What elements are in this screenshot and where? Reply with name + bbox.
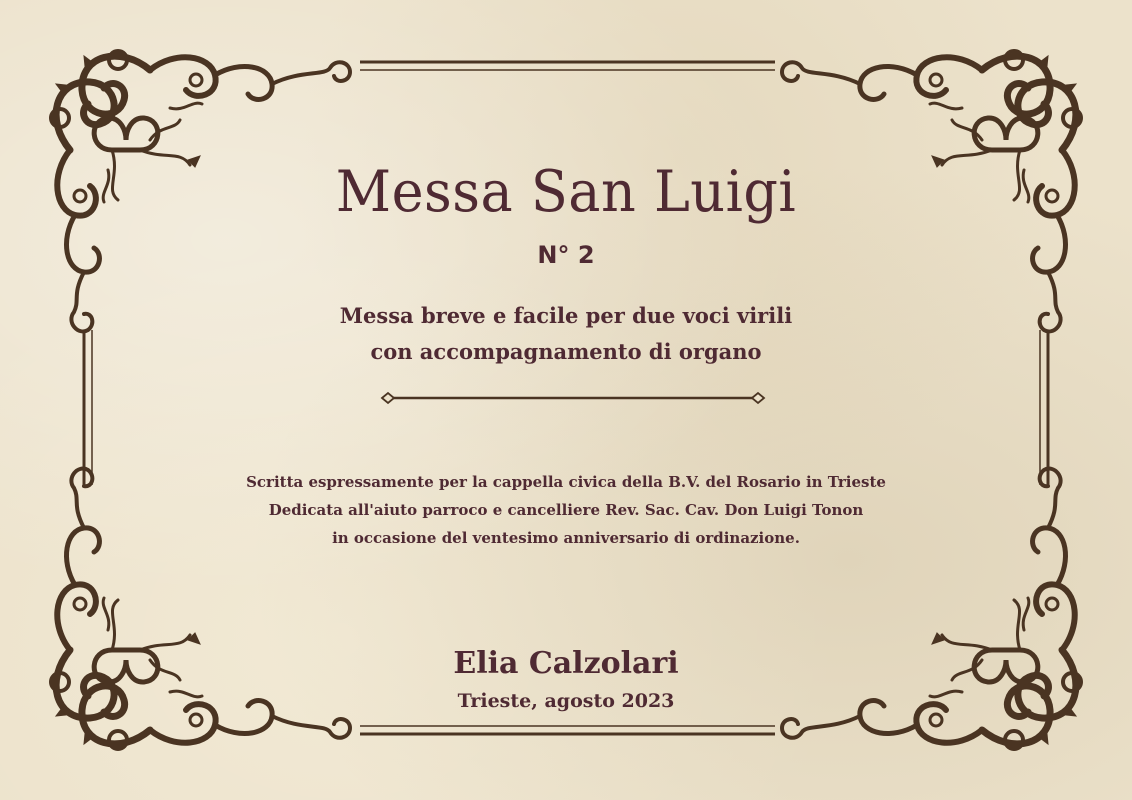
author-name: Elia Calzolari — [453, 646, 679, 681]
page-title: Messa San Luigi — [335, 158, 797, 225]
place-date: Trieste, agosto 2023 — [457, 690, 675, 712]
subtitle-line-1: Messa breve e facile per due voci virili — [339, 303, 793, 328]
subtitle — [0, 298, 1132, 370]
dedication-line-1: Scritta espressamente per la cappella civica della B.V. del Rosario in Trieste — [246, 473, 886, 491]
subtitle-line-2: con accompagnamento di organo — [370, 339, 762, 364]
dedication — [0, 468, 1132, 552]
mass-number: N° 2 — [537, 241, 595, 269]
dedication-line-2: Dedicata all'aiuto parroco e cancelliere Rev. Sac. Cav. Don Luigi Tonon — [268, 501, 864, 519]
diamond-divider-icon — [382, 393, 764, 403]
dedication-line-3: in occasione del ventesimo anniversario di ordinazione. — [332, 529, 800, 547]
